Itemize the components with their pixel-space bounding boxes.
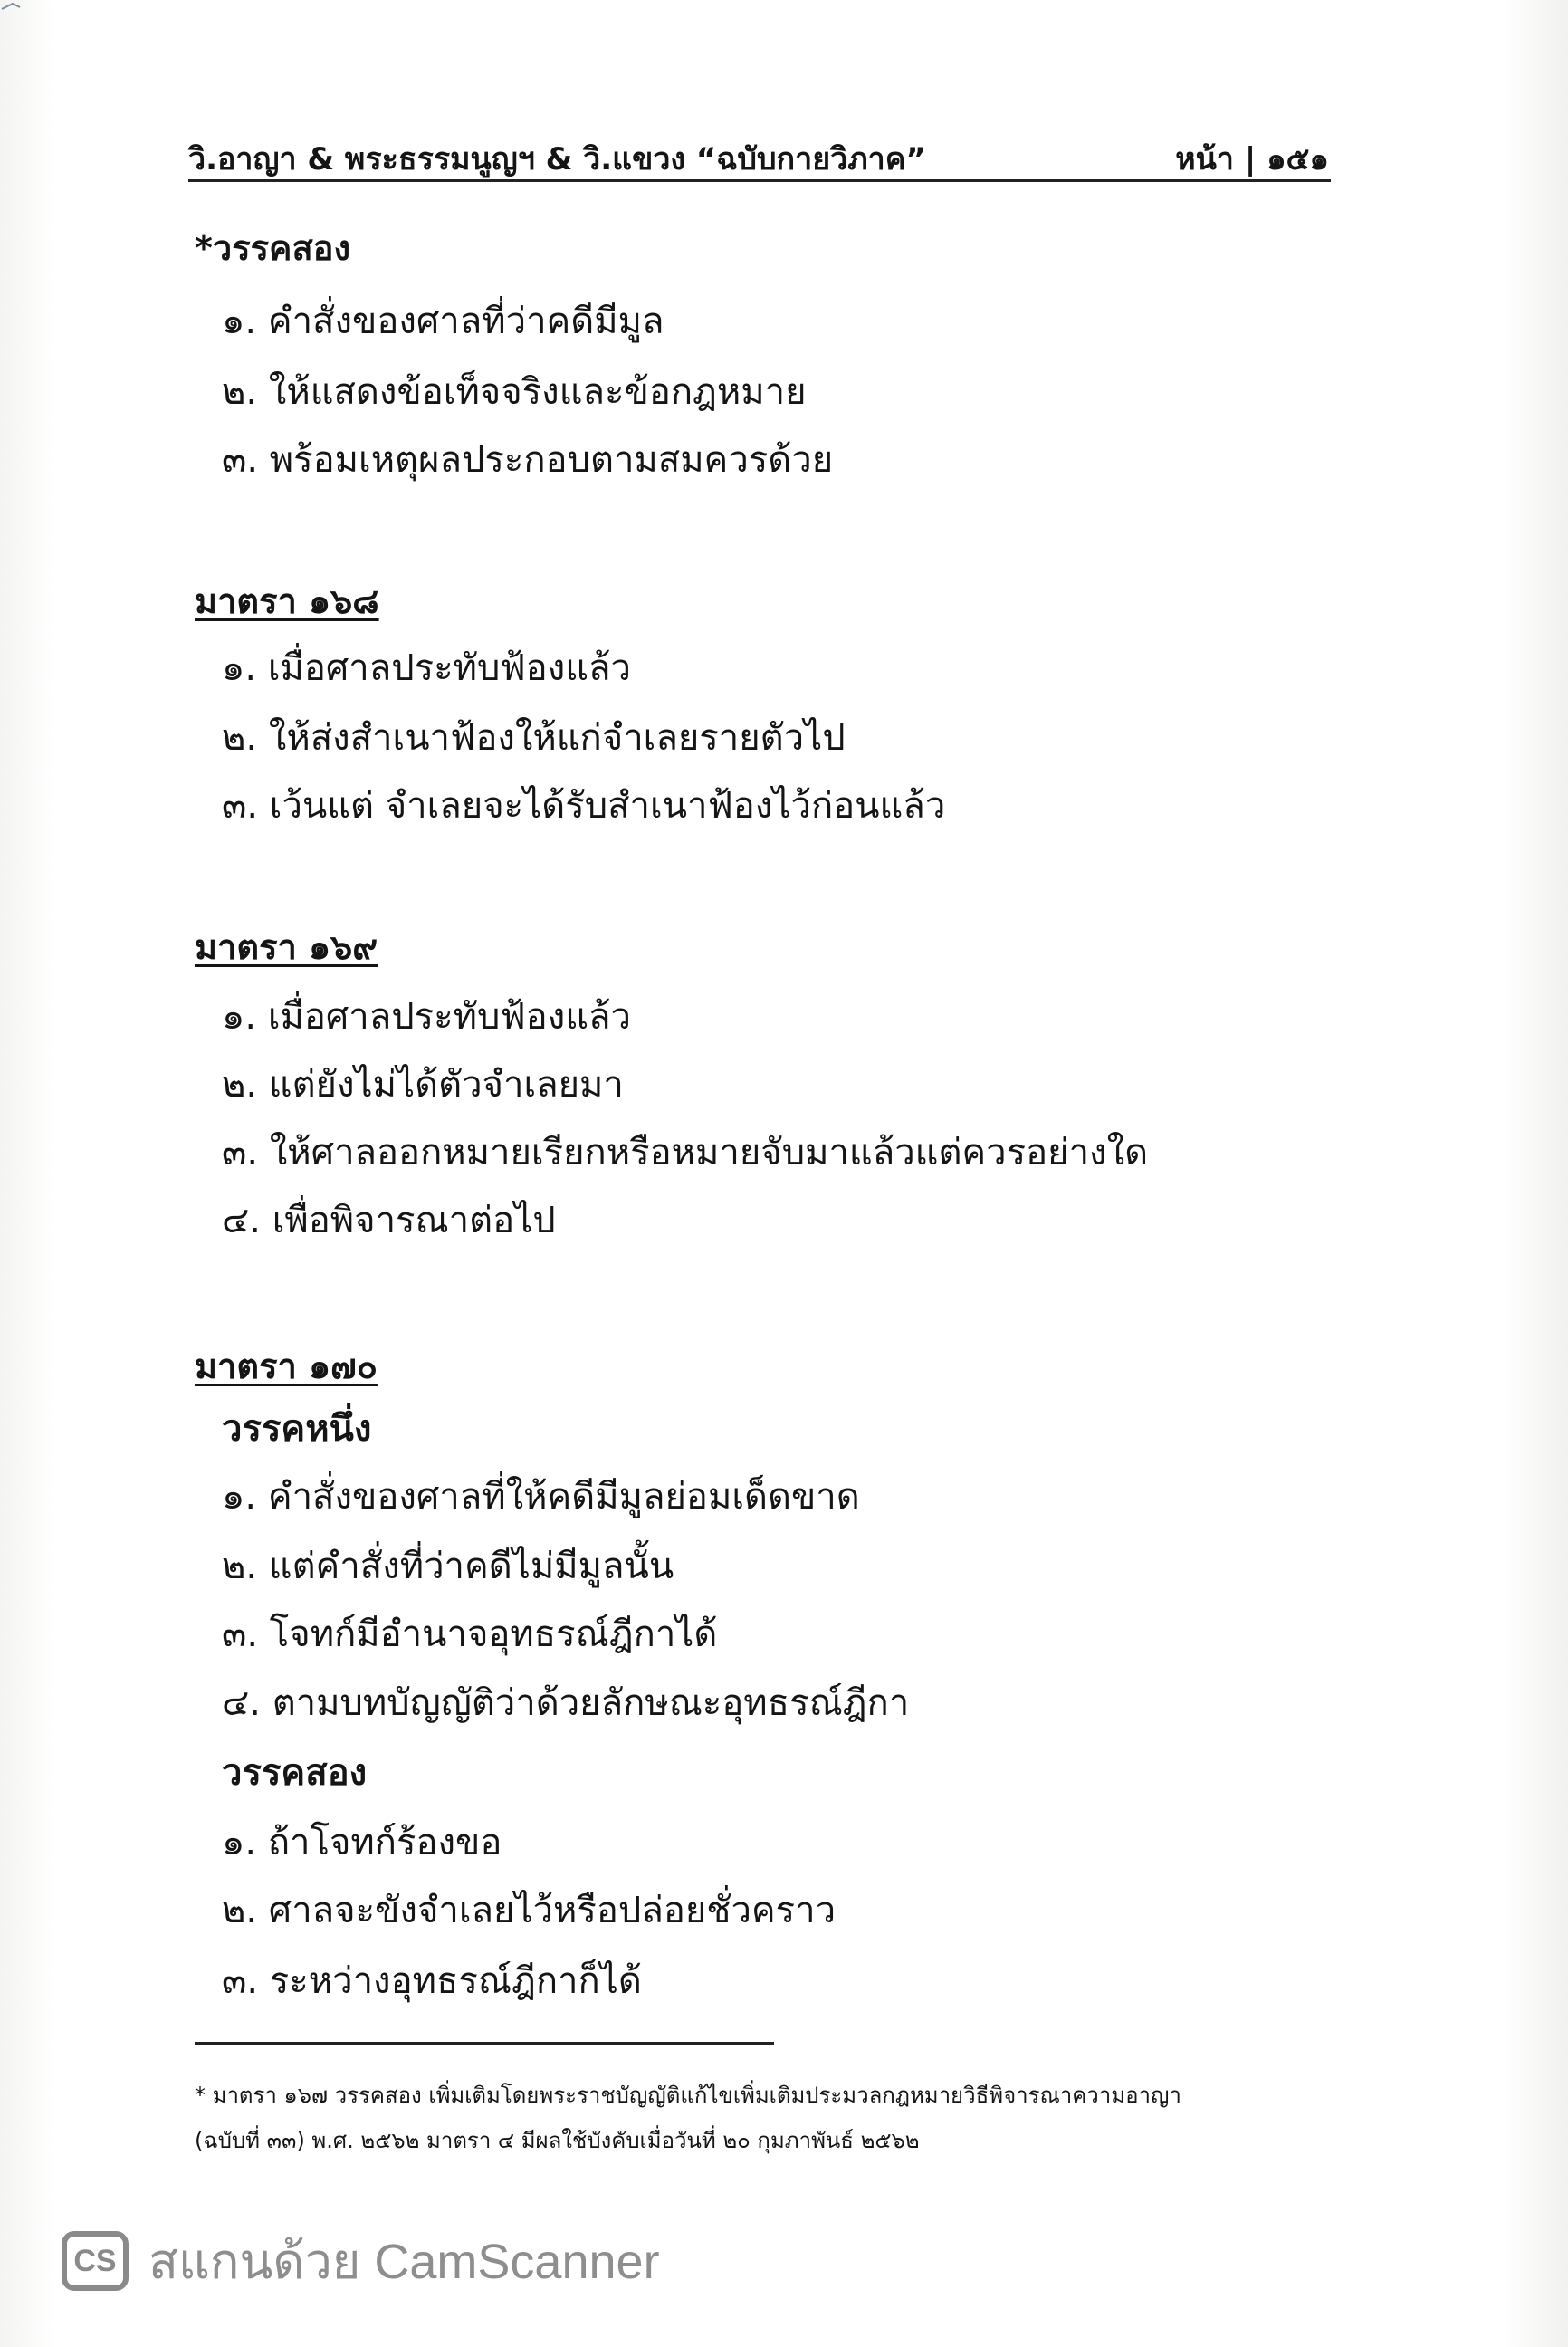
list-item: ๒. ให้ส่งสำเนาฟ้องให้แก่จำเลยรายตัวไป bbox=[222, 717, 846, 759]
section-heading-168: มาตรา ๑๖๘ bbox=[195, 581, 379, 621]
section-heading-169: มาตรา ๑๖๙ bbox=[195, 927, 378, 967]
list-item: ๒. ศาลจะขังจำเลยไว้หรือปล่อยชั่วคราว bbox=[222, 1890, 837, 1931]
list-item: ๔. ตามบทบัญญัติว่าด้วยลักษณะอุทธรณ์ฎีกา bbox=[222, 1682, 910, 1724]
header-rule bbox=[188, 179, 1331, 182]
running-header bbox=[188, 134, 1329, 177]
footnote-line: * มาตรา ๑๖๗ วรรคสอง เพิ่มเติมโดยพระราชบัญญัติแก้ไขเพิ่มเติมประมวลกฎหมายวิธีพิจารณาความอาญา bbox=[195, 2083, 1181, 2108]
footnote-rule bbox=[195, 2042, 774, 2045]
list-item: ๒. แต่ยังไม่ได้ตัวจำเลยมา bbox=[222, 1064, 624, 1106]
list-item: ๑. ถ้าโจทก์ร้องขอ bbox=[222, 1822, 502, 1863]
list-item: ๓. ระหว่างอุทธรณ์ฎีกาก็ได้ bbox=[222, 1960, 642, 2002]
list-item: ๒. แต่คำสั่งที่ว่าคดีไม่มีมูลนั้น bbox=[222, 1546, 674, 1587]
corner-scan-mark bbox=[0, 0, 36, 11]
camscanner-watermark bbox=[62, 2229, 660, 2293]
paragraph-label-two: วรรคสอง bbox=[222, 1752, 368, 1794]
camscanner-text: สแกนด้วย CamScanner bbox=[148, 2235, 660, 2289]
list-item: ๓. พร้อมเหตุผลประกอบตามสมควรด้วย bbox=[222, 439, 834, 481]
list-item: ๑. คำสั่งของศาลที่ว่าคดีมีมูล bbox=[222, 301, 664, 342]
list-item: ๓. โจทก์มีอำนาจอุทธรณ์ฎีกาได้ bbox=[222, 1614, 718, 1655]
camscanner-logo-icon: CS bbox=[62, 2231, 129, 2291]
section-heading-para2-star: *วรรคสอง bbox=[195, 228, 351, 268]
list-item: ๓. ให้ศาลออกหมายเรียกหรือหมายจับมาแล้วแต่ควรอย่างใด bbox=[222, 1132, 1149, 1174]
section-heading-170: มาตรา ๑๗๐ bbox=[195, 1346, 378, 1386]
list-item: ๑. คำสั่งของศาลที่ให้คดีมีมูลย่อมเด็ดขาด bbox=[222, 1476, 860, 1518]
list-item: ๓. เว้นแต่ จำเลยจะได้รับสำเนาฟ้องไว้ก่อนแล้ว bbox=[222, 785, 946, 827]
header-title: วิ.อาญา & พระธรรมนูญฯ & วิ.แขวง “ฉบับกายวิภาค” bbox=[188, 141, 926, 177]
list-item: ๒. ให้แสดงข้อเท็จจริงและข้อกฎหมาย bbox=[222, 371, 807, 413]
header-page-number: หน้า | ๑๕๑ bbox=[1175, 141, 1329, 177]
list-item: ๔. เพื่อพิจารณาต่อไป bbox=[222, 1200, 556, 1241]
paragraph-label-one: วรรคหนึ่ง bbox=[222, 1408, 372, 1450]
list-item: ๑. เมื่อศาลประทับฟ้องแล้ว bbox=[222, 996, 631, 1038]
footnote-line: (ฉบับที่ ๓๓) พ.ศ. ๒๕๖๒ มาตรา ๔ มีผลใช้บังคับเมื่อวันที่ ๒๐ กุมภาพันธ์ ๒๕๖๒ bbox=[195, 2128, 920, 2153]
list-item: ๑. เมื่อศาลประทับฟ้องแล้ว bbox=[222, 647, 631, 689]
